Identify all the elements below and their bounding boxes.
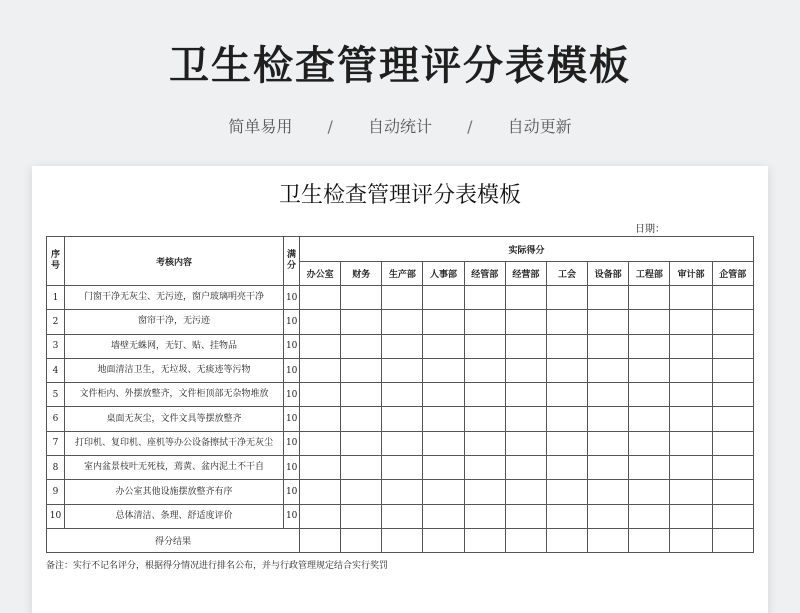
score-cell[interactable] — [423, 286, 464, 310]
score-cell[interactable] — [546, 286, 587, 310]
note-text: 备注：实行不记名评分，根据得分情况进行排名公布，并与行政管理规定结合实行奖罚 — [46, 561, 389, 571]
table-row — [47, 480, 754, 504]
result-cell[interactable] — [341, 528, 382, 552]
row-number: 6 — [47, 407, 65, 431]
score-cell[interactable] — [712, 504, 753, 528]
result-cell[interactable] — [712, 528, 753, 552]
score-cell[interactable] — [300, 358, 341, 382]
row-full-score: 10 — [283, 334, 299, 358]
score-cell[interactable] — [382, 334, 423, 358]
score-cell[interactable] — [382, 310, 423, 334]
row-full-score: 10 — [283, 480, 299, 504]
score-cell[interactable] — [300, 431, 341, 455]
row-number: 8 — [47, 456, 65, 480]
score-cell[interactable] — [629, 358, 670, 382]
score-cell[interactable] — [423, 431, 464, 455]
score-cell[interactable] — [423, 407, 464, 431]
table-row — [47, 310, 754, 334]
row-content: 桌面无灰尘，文件文具等摆放整齐 — [65, 407, 284, 431]
score-cell[interactable] — [505, 504, 546, 528]
score-cell[interactable] — [300, 383, 341, 407]
row-number: 4 — [47, 358, 65, 382]
score-cell[interactable] — [670, 480, 712, 504]
document-sheet — [32, 166, 768, 613]
result-cell[interactable] — [546, 528, 587, 552]
score-cell[interactable] — [382, 480, 423, 504]
score-cell[interactable] — [546, 358, 587, 382]
score-cell[interactable] — [588, 407, 629, 431]
score-cell[interactable] — [423, 504, 464, 528]
header-actual-score: 实际得分 — [300, 237, 754, 262]
score-cell[interactable] — [505, 480, 546, 504]
score-cell[interactable] — [588, 480, 629, 504]
score-cell[interactable] — [588, 334, 629, 358]
score-cell[interactable] — [382, 504, 423, 528]
score-cell[interactable] — [546, 310, 587, 334]
score-cell[interactable] — [464, 456, 505, 480]
score-cell[interactable] — [670, 431, 712, 455]
header-department: 企管部 — [712, 262, 753, 286]
result-cell[interactable] — [300, 528, 341, 552]
score-cell[interactable] — [712, 310, 753, 334]
score-cell[interactable] — [423, 383, 464, 407]
score-cell[interactable] — [464, 383, 505, 407]
header-department: 财务 — [341, 262, 382, 286]
score-cell[interactable] — [341, 334, 382, 358]
score-cell[interactable] — [670, 334, 712, 358]
hero-tag: 自动更新 — [507, 117, 572, 136]
header-department: 工程部 — [629, 262, 670, 286]
score-cell[interactable] — [505, 383, 546, 407]
score-cell[interactable] — [546, 431, 587, 455]
row-number: 2 — [47, 310, 65, 334]
score-cell[interactable] — [546, 407, 587, 431]
score-cell[interactable] — [505, 431, 546, 455]
row-content: 总体清洁、条理、舒适度评价 — [65, 504, 284, 528]
score-cell[interactable] — [712, 431, 753, 455]
header-department: 审计部 — [670, 262, 712, 286]
score-cell[interactable] — [629, 286, 670, 310]
score-cell[interactable] — [629, 383, 670, 407]
table-row — [47, 407, 754, 431]
row-full-score: 10 — [283, 407, 299, 431]
score-cell[interactable] — [712, 286, 753, 310]
result-label: 得分结果 — [47, 528, 300, 552]
hero-tag: 简单易用 — [228, 117, 293, 136]
score-cell[interactable] — [505, 310, 546, 334]
row-number: 3 — [47, 334, 65, 358]
score-cell[interactable] — [505, 358, 546, 382]
row-full-score: 10 — [283, 358, 299, 382]
score-cell[interactable] — [588, 310, 629, 334]
score-cell[interactable] — [464, 504, 505, 528]
table-row — [47, 358, 754, 382]
score-cell[interactable] — [423, 310, 464, 334]
document-title: 卫生检查管理评分表模板 — [278, 183, 521, 208]
row-number: 9 — [47, 480, 65, 504]
score-cell[interactable] — [300, 310, 341, 334]
score-cell[interactable] — [629, 431, 670, 455]
score-cell[interactable] — [382, 407, 423, 431]
score-cell[interactable] — [464, 480, 505, 504]
score-cell[interactable] — [546, 480, 587, 504]
score-cell[interactable] — [464, 310, 505, 334]
score-cell[interactable] — [423, 456, 464, 480]
row-full-score: 10 — [283, 383, 299, 407]
hero-tag-separator: / — [467, 117, 473, 136]
row-number: 10 — [47, 504, 65, 528]
score-cell[interactable] — [300, 407, 341, 431]
row-content: 门窗干净无灰尘、无污迹，窗户玻璃明亮干净 — [65, 286, 284, 310]
header-department: 设备部 — [588, 262, 629, 286]
score-table — [46, 236, 754, 553]
score-cell[interactable] — [670, 383, 712, 407]
score-cell[interactable] — [629, 480, 670, 504]
row-content: 窗帘干净，无污迹 — [65, 310, 284, 334]
score-cell[interactable] — [629, 504, 670, 528]
hero-tag: 自动统计 — [367, 117, 432, 136]
score-cell[interactable] — [712, 480, 753, 504]
table-row — [47, 504, 754, 528]
score-cell[interactable] — [423, 334, 464, 358]
score-cell[interactable] — [341, 456, 382, 480]
score-cell[interactable] — [712, 456, 753, 480]
score-cell[interactable] — [382, 431, 423, 455]
score-cell[interactable] — [464, 407, 505, 431]
row-number: 1 — [47, 286, 65, 310]
result-cell[interactable] — [464, 528, 505, 552]
score-cell[interactable] — [382, 286, 423, 310]
score-cell[interactable] — [505, 286, 546, 310]
result-cell[interactable] — [382, 528, 423, 552]
score-cell[interactable] — [382, 456, 423, 480]
row-content: 办公室其他设施摆放整齐有序 — [65, 480, 284, 504]
table-row — [47, 334, 754, 358]
score-cell[interactable] — [670, 310, 712, 334]
score-cell[interactable] — [300, 504, 341, 528]
header-department: 人事部 — [423, 262, 464, 286]
row-full-score: 10 — [283, 504, 299, 528]
score-cell[interactable] — [546, 456, 587, 480]
score-cell[interactable] — [300, 334, 341, 358]
row-content: 室内盆景枝叶无死枝，蔫黄、盆内泥土不干自 — [65, 456, 284, 480]
score-cell[interactable] — [464, 334, 505, 358]
hero-tags — [0, 114, 800, 137]
header-department: 工会 — [546, 262, 587, 286]
score-cell[interactable] — [588, 504, 629, 528]
score-cell[interactable] — [341, 407, 382, 431]
score-cell[interactable] — [505, 334, 546, 358]
score-cell[interactable] — [670, 504, 712, 528]
score-cell[interactable] — [382, 383, 423, 407]
score-cell[interactable] — [712, 383, 753, 407]
score-cell[interactable] — [341, 480, 382, 504]
score-cell[interactable] — [588, 358, 629, 382]
score-cell[interactable] — [546, 383, 587, 407]
score-cell[interactable] — [712, 407, 753, 431]
score-cell[interactable] — [505, 456, 546, 480]
score-cell[interactable] — [629, 407, 670, 431]
result-cell[interactable] — [588, 528, 629, 552]
score-cell[interactable] — [546, 504, 587, 528]
table-row — [47, 431, 754, 455]
score-cell[interactable] — [712, 334, 753, 358]
table-row — [47, 456, 754, 480]
row-full-score: 10 — [283, 310, 299, 334]
score-cell[interactable] — [423, 358, 464, 382]
score-cell[interactable] — [670, 407, 712, 431]
score-cell[interactable] — [341, 358, 382, 382]
row-content: 墙壁无蛛网，无钉、贴、挂物品 — [65, 334, 284, 358]
score-cell[interactable] — [464, 358, 505, 382]
header-seq: 序号 — [47, 237, 65, 286]
score-cell[interactable] — [670, 358, 712, 382]
header-department: 生产部 — [382, 262, 423, 286]
score-cell[interactable] — [712, 358, 753, 382]
row-content: 打印机、复印机、座机等办公设备擦拭干净无灰尘 — [65, 431, 284, 455]
result-cell[interactable] — [505, 528, 546, 552]
score-cell[interactable] — [341, 504, 382, 528]
score-cell[interactable] — [588, 431, 629, 455]
result-cell[interactable] — [629, 528, 670, 552]
row-content: 地面清洁卫生，无垃圾、无痰迹等污物 — [65, 358, 284, 382]
table-row — [47, 286, 754, 310]
score-cell[interactable] — [629, 310, 670, 334]
result-cell[interactable] — [670, 528, 712, 552]
score-cell[interactable] — [341, 286, 382, 310]
score-cell[interactable] — [464, 431, 505, 455]
score-cell[interactable] — [382, 358, 423, 382]
header-full-score: 满分 — [283, 237, 299, 286]
hero-tag-separator: / — [327, 117, 333, 136]
score-cell[interactable] — [464, 286, 505, 310]
header-department: 办公室 — [300, 262, 341, 286]
score-cell[interactable] — [505, 407, 546, 431]
score-cell[interactable] — [588, 383, 629, 407]
score-cell[interactable] — [300, 286, 341, 310]
header-department: 经营部 — [505, 262, 546, 286]
row-full-score: 10 — [283, 431, 299, 455]
header-department: 经管部 — [464, 262, 505, 286]
score-cell[interactable] — [300, 456, 341, 480]
table-row — [47, 383, 754, 407]
score-cell[interactable] — [670, 286, 712, 310]
score-cell[interactable] — [341, 383, 382, 407]
row-full-score: 10 — [283, 456, 299, 480]
score-cell[interactable] — [546, 334, 587, 358]
score-cell[interactable] — [588, 286, 629, 310]
result-cell[interactable] — [423, 528, 464, 552]
score-cell[interactable] — [629, 334, 670, 358]
hero-title: 卫生检查管理评分表模板 — [169, 43, 631, 89]
score-cell[interactable] — [670, 456, 712, 480]
score-cell[interactable] — [629, 456, 670, 480]
score-cell[interactable] — [300, 480, 341, 504]
score-cell[interactable] — [588, 456, 629, 480]
row-content: 文件柜内、外摆放整齐，文件柜顶部无杂物堆放 — [65, 383, 284, 407]
score-cell[interactable] — [423, 480, 464, 504]
row-number: 7 — [47, 431, 65, 455]
score-cell[interactable] — [341, 431, 382, 455]
header-content: 考核内容 — [65, 237, 284, 286]
date-label: 日期： — [635, 224, 665, 235]
row-full-score: 10 — [283, 286, 299, 310]
score-cell[interactable] — [341, 310, 382, 334]
row-number: 5 — [47, 383, 65, 407]
